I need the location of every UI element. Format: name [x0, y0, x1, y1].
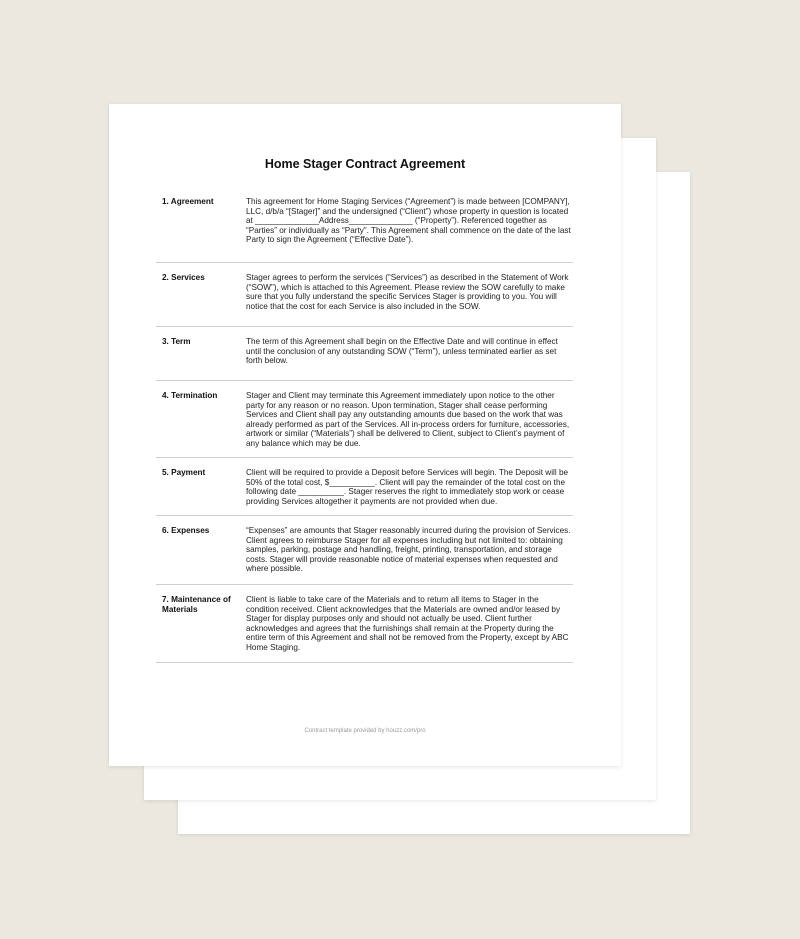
- clause-maintenance-of-materials: [156, 585, 573, 663]
- clause-heading: 5. Payment: [162, 468, 206, 477]
- clause-body: Stager and Client may terminate this Agreement immediately upon notice to the other party for any reason or no reason. Upon termination, Stager shall cease performing Services and Client shall pay any outstanding amounts due based on the work that was already performed as part of the Services. All in-process orders for furniture, accessories, artwork or similar (“Materials”) shall be delivered to Client, subject to Client’s payment of any balance which may be due.: [246, 391, 570, 448]
- clause-heading: 3. Term: [162, 337, 191, 346]
- clause-heading: 4. Termination: [162, 391, 218, 400]
- clause-heading: 7. Maintenance of Materials: [162, 595, 231, 614]
- clause-body: This agreement for Home Staging Services (“Agreement”) is made between [COMPANY], LLC, d/b/a “[Stager]” and the undersigned (“Client”) whose property in question is located at ______________Address______________ (“Property”). Referenced together as “Parties” or individually as “Party”. This Agreement shall commence on the date of the last Party to sign the Agreement (“Effective Date”).: [246, 197, 571, 245]
- contract-page: [109, 104, 621, 766]
- document-title: Home Stager Contract Agreement: [264, 157, 466, 171]
- clause-heading: 6. Expenses: [162, 526, 210, 535]
- clause-payment: [156, 458, 573, 516]
- clause-body: Stager agrees to perform the services (“Services”) as described in the Statement of Work (“SOW”), which is attached to this Agreement. Please review the SOW carefully to make sure that you fully understand the specific Services Stager is providing to you. You will notice that the cost for each Service is also included in the SOW.: [246, 273, 569, 311]
- clause-body: Client will be required to provide a Deposit before Services will begin. The Deposit will be 50% of the total cost, $__________. Client will pay the remainder of the total cost on the following date __________. Stager reserves the right to immediately stop work or cease providing Services altogether it payments are not provided when due.: [246, 468, 569, 506]
- clause-body: The term of this Agreement shall begin on the Effective Date and will continue in effect until the conclusion of any outstanding SOW (“Term”), unless terminated earlier as set forth below.: [246, 337, 558, 366]
- clause-heading: 2. Services: [162, 273, 205, 282]
- clause-term: [156, 327, 573, 381]
- clause-agreement: [156, 196, 573, 263]
- clause-termination: [156, 381, 573, 458]
- clause-body: Client is liable to take care of the Materials and to return all items to Stager in the condition received. Client acknowledges that the Materials are owned and/or leased by Stager for display purposes only and should not actually be used. Client further acknowledges and agrees that the furnishings shall remain at the Property during the entire term of this Agreement and shall not be removed from the Property, except by ABC Home Staging.: [246, 595, 569, 652]
- clause-heading: 1. Agreement: [162, 197, 214, 206]
- clause-body: “Expenses” are amounts that Stager reasonably incurred during the provision of Services. Client agrees to reimburse Stager for all expenses including but not limited to: obtaining samples, parking, postage and handling, freight, printing, transportation, and storage costs. Stager will provide reasonable notice of material expenses when requested and where possible.: [246, 526, 571, 574]
- footer-note: Contract template provided by houzz.com/pro: [304, 728, 426, 734]
- clause-services: [156, 263, 573, 327]
- clause-list: [156, 196, 573, 663]
- clause-expenses: [156, 516, 573, 585]
